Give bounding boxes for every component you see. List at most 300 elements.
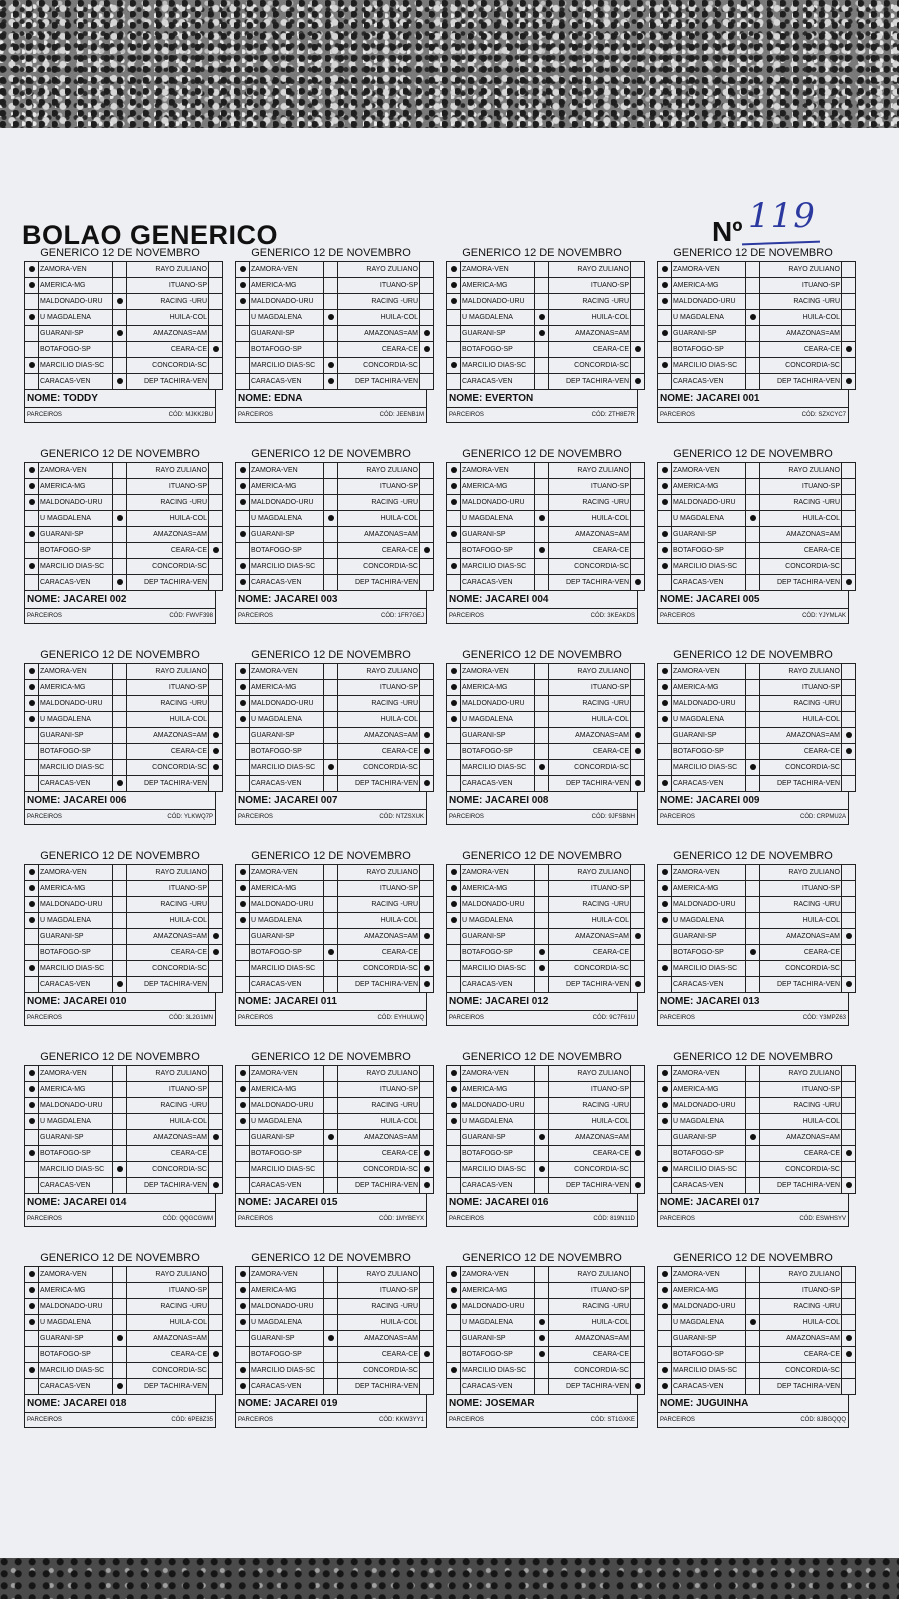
away-mark-cell[interactable] [209,961,223,977]
draw-mark-cell[interactable] [746,913,760,929]
draw-mark-cell[interactable] [113,1146,127,1162]
home-mark-cell[interactable] [236,881,250,897]
away-mark-cell[interactable] [842,712,856,728]
home-mark-cell[interactable] [236,294,250,310]
home-mark-cell[interactable] [447,1267,461,1283]
away-mark-cell[interactable] [842,326,856,342]
home-mark-cell[interactable] [658,1347,672,1363]
home-mark-cell[interactable] [447,664,461,680]
draw-mark-cell[interactable] [535,1299,549,1315]
draw-mark-cell[interactable] [746,1146,760,1162]
home-mark-cell[interactable] [25,1066,39,1082]
draw-mark-cell[interactable] [324,913,338,929]
home-mark-cell[interactable] [447,559,461,575]
home-mark-cell[interactable] [447,527,461,543]
home-mark-cell[interactable] [658,961,672,977]
draw-mark-cell[interactable] [746,1347,760,1363]
away-mark-cell[interactable] [209,1379,223,1395]
draw-mark-cell[interactable] [113,1283,127,1299]
draw-mark-cell[interactable] [113,961,127,977]
away-mark-cell[interactable] [420,1331,434,1347]
draw-mark-cell[interactable] [113,1363,127,1379]
home-mark-cell[interactable] [25,977,39,993]
home-mark-cell[interactable] [25,559,39,575]
draw-mark-cell[interactable] [535,374,549,390]
away-mark-cell[interactable] [631,1315,645,1331]
home-mark-cell[interactable] [658,1315,672,1331]
draw-mark-cell[interactable] [113,1267,127,1283]
home-mark-cell[interactable] [236,575,250,591]
away-mark-cell[interactable] [209,680,223,696]
draw-mark-cell[interactable] [535,1098,549,1114]
home-mark-cell[interactable] [447,1299,461,1315]
home-mark-cell[interactable] [447,1098,461,1114]
away-mark-cell[interactable] [631,1098,645,1114]
home-mark-cell[interactable] [25,1315,39,1331]
away-mark-cell[interactable] [842,1379,856,1395]
home-mark-cell[interactable] [447,744,461,760]
draw-mark-cell[interactable] [746,1114,760,1130]
home-mark-cell[interactable] [236,680,250,696]
draw-mark-cell[interactable] [113,776,127,792]
home-mark-cell[interactable] [447,945,461,961]
home-mark-cell[interactable] [658,278,672,294]
draw-mark-cell[interactable] [535,1379,549,1395]
draw-mark-cell[interactable] [324,1315,338,1331]
home-mark-cell[interactable] [447,929,461,945]
draw-mark-cell[interactable] [746,342,760,358]
home-mark-cell[interactable] [236,913,250,929]
draw-mark-cell[interactable] [746,326,760,342]
draw-mark-cell[interactable] [746,559,760,575]
away-mark-cell[interactable] [420,680,434,696]
away-mark-cell[interactable] [631,262,645,278]
away-mark-cell[interactable] [420,310,434,326]
home-mark-cell[interactable] [236,527,250,543]
draw-mark-cell[interactable] [324,1162,338,1178]
home-mark-cell[interactable] [236,1347,250,1363]
away-mark-cell[interactable] [209,1347,223,1363]
away-mark-cell[interactable] [420,760,434,776]
away-mark-cell[interactable] [842,511,856,527]
home-mark-cell[interactable] [25,897,39,913]
home-mark-cell[interactable] [25,961,39,977]
draw-mark-cell[interactable] [324,1082,338,1098]
draw-mark-cell[interactable] [746,664,760,680]
away-mark-cell[interactable] [420,575,434,591]
away-mark-cell[interactable] [631,865,645,881]
away-mark-cell[interactable] [209,1283,223,1299]
home-mark-cell[interactable] [447,712,461,728]
away-mark-cell[interactable] [209,1315,223,1331]
draw-mark-cell[interactable] [324,310,338,326]
home-mark-cell[interactable] [25,278,39,294]
away-mark-cell[interactable] [842,945,856,961]
away-mark-cell[interactable] [842,776,856,792]
away-mark-cell[interactable] [209,1082,223,1098]
draw-mark-cell[interactable] [324,1363,338,1379]
away-mark-cell[interactable] [631,1162,645,1178]
home-mark-cell[interactable] [25,543,39,559]
draw-mark-cell[interactable] [746,865,760,881]
home-mark-cell[interactable] [447,374,461,390]
draw-mark-cell[interactable] [113,929,127,945]
away-mark-cell[interactable] [420,913,434,929]
home-mark-cell[interactable] [447,262,461,278]
away-mark-cell[interactable] [209,945,223,961]
draw-mark-cell[interactable] [113,1178,127,1194]
away-mark-cell[interactable] [631,929,645,945]
home-mark-cell[interactable] [25,664,39,680]
home-mark-cell[interactable] [236,664,250,680]
home-mark-cell[interactable] [25,342,39,358]
draw-mark-cell[interactable] [535,712,549,728]
away-mark-cell[interactable] [420,945,434,961]
away-mark-cell[interactable] [420,728,434,744]
away-mark-cell[interactable] [631,527,645,543]
away-mark-cell[interactable] [631,1146,645,1162]
away-mark-cell[interactable] [420,664,434,680]
draw-mark-cell[interactable] [113,543,127,559]
draw-mark-cell[interactable] [113,1379,127,1395]
home-mark-cell[interactable] [658,1331,672,1347]
draw-mark-cell[interactable] [324,559,338,575]
away-mark-cell[interactable] [842,1363,856,1379]
draw-mark-cell[interactable] [324,712,338,728]
away-mark-cell[interactable] [209,374,223,390]
away-mark-cell[interactable] [842,865,856,881]
home-mark-cell[interactable] [658,543,672,559]
home-mark-cell[interactable] [658,511,672,527]
away-mark-cell[interactable] [209,1178,223,1194]
home-mark-cell[interactable] [25,1114,39,1130]
draw-mark-cell[interactable] [324,696,338,712]
away-mark-cell[interactable] [631,575,645,591]
away-mark-cell[interactable] [631,664,645,680]
away-mark-cell[interactable] [420,1315,434,1331]
draw-mark-cell[interactable] [113,527,127,543]
draw-mark-cell[interactable] [324,1130,338,1146]
away-mark-cell[interactable] [631,511,645,527]
draw-mark-cell[interactable] [535,1363,549,1379]
draw-mark-cell[interactable] [113,479,127,495]
home-mark-cell[interactable] [236,463,250,479]
home-mark-cell[interactable] [658,696,672,712]
away-mark-cell[interactable] [420,1114,434,1130]
away-mark-cell[interactable] [631,977,645,993]
away-mark-cell[interactable] [631,1299,645,1315]
draw-mark-cell[interactable] [535,1114,549,1130]
away-mark-cell[interactable] [842,696,856,712]
home-mark-cell[interactable] [658,664,672,680]
away-mark-cell[interactable] [209,1098,223,1114]
draw-mark-cell[interactable] [746,294,760,310]
away-mark-cell[interactable] [209,559,223,575]
away-mark-cell[interactable] [631,1331,645,1347]
draw-mark-cell[interactable] [324,929,338,945]
away-mark-cell[interactable] [420,358,434,374]
home-mark-cell[interactable] [658,374,672,390]
draw-mark-cell[interactable] [113,728,127,744]
draw-mark-cell[interactable] [746,881,760,897]
away-mark-cell[interactable] [209,744,223,760]
draw-mark-cell[interactable] [746,744,760,760]
draw-mark-cell[interactable] [113,1162,127,1178]
away-mark-cell[interactable] [631,881,645,897]
draw-mark-cell[interactable] [535,262,549,278]
home-mark-cell[interactable] [658,1267,672,1283]
draw-mark-cell[interactable] [535,881,549,897]
draw-mark-cell[interactable] [113,664,127,680]
draw-mark-cell[interactable] [746,479,760,495]
away-mark-cell[interactable] [209,1114,223,1130]
draw-mark-cell[interactable] [324,1267,338,1283]
away-mark-cell[interactable] [420,696,434,712]
home-mark-cell[interactable] [447,1347,461,1363]
home-mark-cell[interactable] [236,1283,250,1299]
away-mark-cell[interactable] [842,680,856,696]
away-mark-cell[interactable] [420,342,434,358]
away-mark-cell[interactable] [631,776,645,792]
home-mark-cell[interactable] [236,744,250,760]
home-mark-cell[interactable] [236,929,250,945]
draw-mark-cell[interactable] [535,897,549,913]
home-mark-cell[interactable] [25,712,39,728]
draw-mark-cell[interactable] [324,776,338,792]
away-mark-cell[interactable] [420,262,434,278]
away-mark-cell[interactable] [420,326,434,342]
home-mark-cell[interactable] [658,342,672,358]
away-mark-cell[interactable] [209,294,223,310]
draw-mark-cell[interactable] [746,511,760,527]
home-mark-cell[interactable] [236,945,250,961]
home-mark-cell[interactable] [25,310,39,326]
away-mark-cell[interactable] [842,479,856,495]
away-mark-cell[interactable] [420,744,434,760]
home-mark-cell[interactable] [658,262,672,278]
draw-mark-cell[interactable] [535,559,549,575]
home-mark-cell[interactable] [25,776,39,792]
draw-mark-cell[interactable] [746,1379,760,1395]
home-mark-cell[interactable] [658,1146,672,1162]
away-mark-cell[interactable] [420,881,434,897]
away-mark-cell[interactable] [209,527,223,543]
draw-mark-cell[interactable] [113,1082,127,1098]
away-mark-cell[interactable] [631,1267,645,1283]
home-mark-cell[interactable] [236,760,250,776]
away-mark-cell[interactable] [842,728,856,744]
home-mark-cell[interactable] [658,913,672,929]
away-mark-cell[interactable] [209,696,223,712]
home-mark-cell[interactable] [236,1162,250,1178]
home-mark-cell[interactable] [658,1098,672,1114]
draw-mark-cell[interactable] [746,1082,760,1098]
draw-mark-cell[interactable] [324,897,338,913]
draw-mark-cell[interactable] [113,575,127,591]
draw-mark-cell[interactable] [324,543,338,559]
home-mark-cell[interactable] [236,1331,250,1347]
away-mark-cell[interactable] [631,278,645,294]
away-mark-cell[interactable] [631,326,645,342]
draw-mark-cell[interactable] [535,945,549,961]
draw-mark-cell[interactable] [324,1066,338,1082]
away-mark-cell[interactable] [209,278,223,294]
home-mark-cell[interactable] [447,479,461,495]
away-mark-cell[interactable] [842,495,856,511]
home-mark-cell[interactable] [447,961,461,977]
draw-mark-cell[interactable] [746,1331,760,1347]
draw-mark-cell[interactable] [535,696,549,712]
home-mark-cell[interactable] [236,961,250,977]
home-mark-cell[interactable] [447,696,461,712]
home-mark-cell[interactable] [236,358,250,374]
draw-mark-cell[interactable] [746,1299,760,1315]
draw-mark-cell[interactable] [113,897,127,913]
home-mark-cell[interactable] [658,358,672,374]
home-mark-cell[interactable] [236,1146,250,1162]
draw-mark-cell[interactable] [535,342,549,358]
home-mark-cell[interactable] [236,1315,250,1331]
draw-mark-cell[interactable] [113,744,127,760]
draw-mark-cell[interactable] [535,1283,549,1299]
home-mark-cell[interactable] [658,479,672,495]
home-mark-cell[interactable] [236,865,250,881]
away-mark-cell[interactable] [631,728,645,744]
home-mark-cell[interactable] [25,374,39,390]
draw-mark-cell[interactable] [113,326,127,342]
home-mark-cell[interactable] [25,945,39,961]
away-mark-cell[interactable] [209,495,223,511]
away-mark-cell[interactable] [631,680,645,696]
home-mark-cell[interactable] [236,776,250,792]
away-mark-cell[interactable] [420,1066,434,1082]
home-mark-cell[interactable] [447,897,461,913]
away-mark-cell[interactable] [420,1299,434,1315]
home-mark-cell[interactable] [25,479,39,495]
away-mark-cell[interactable] [631,342,645,358]
home-mark-cell[interactable] [25,1082,39,1098]
draw-mark-cell[interactable] [324,278,338,294]
home-mark-cell[interactable] [236,1082,250,1098]
draw-mark-cell[interactable] [324,326,338,342]
home-mark-cell[interactable] [658,1066,672,1082]
draw-mark-cell[interactable] [535,463,549,479]
away-mark-cell[interactable] [209,575,223,591]
home-mark-cell[interactable] [658,881,672,897]
away-mark-cell[interactable] [420,1130,434,1146]
draw-mark-cell[interactable] [746,760,760,776]
home-mark-cell[interactable] [25,760,39,776]
draw-mark-cell[interactable] [324,294,338,310]
draw-mark-cell[interactable] [324,342,338,358]
draw-mark-cell[interactable] [324,511,338,527]
away-mark-cell[interactable] [631,897,645,913]
home-mark-cell[interactable] [25,1178,39,1194]
home-mark-cell[interactable] [447,310,461,326]
draw-mark-cell[interactable] [113,1347,127,1363]
home-mark-cell[interactable] [25,1130,39,1146]
home-mark-cell[interactable] [25,294,39,310]
away-mark-cell[interactable] [420,511,434,527]
away-mark-cell[interactable] [209,913,223,929]
home-mark-cell[interactable] [25,495,39,511]
home-mark-cell[interactable] [25,1283,39,1299]
draw-mark-cell[interactable] [324,1098,338,1114]
away-mark-cell[interactable] [842,527,856,543]
away-mark-cell[interactable] [631,1114,645,1130]
home-mark-cell[interactable] [447,278,461,294]
home-mark-cell[interactable] [25,1162,39,1178]
away-mark-cell[interactable] [420,1379,434,1395]
draw-mark-cell[interactable] [746,527,760,543]
away-mark-cell[interactable] [420,1363,434,1379]
home-mark-cell[interactable] [25,929,39,945]
draw-mark-cell[interactable] [324,495,338,511]
away-mark-cell[interactable] [631,543,645,559]
away-mark-cell[interactable] [420,559,434,575]
draw-mark-cell[interactable] [535,760,549,776]
draw-mark-cell[interactable] [324,977,338,993]
away-mark-cell[interactable] [420,527,434,543]
home-mark-cell[interactable] [25,913,39,929]
home-mark-cell[interactable] [25,696,39,712]
draw-mark-cell[interactable] [535,977,549,993]
home-mark-cell[interactable] [447,1066,461,1082]
away-mark-cell[interactable] [209,760,223,776]
home-mark-cell[interactable] [447,865,461,881]
draw-mark-cell[interactable] [746,463,760,479]
draw-mark-cell[interactable] [746,358,760,374]
home-mark-cell[interactable] [447,1130,461,1146]
draw-mark-cell[interactable] [113,945,127,961]
draw-mark-cell[interactable] [113,680,127,696]
away-mark-cell[interactable] [420,897,434,913]
away-mark-cell[interactable] [842,744,856,760]
home-mark-cell[interactable] [447,1315,461,1331]
draw-mark-cell[interactable] [746,977,760,993]
draw-mark-cell[interactable] [535,1082,549,1098]
draw-mark-cell[interactable] [535,511,549,527]
away-mark-cell[interactable] [842,1130,856,1146]
draw-mark-cell[interactable] [535,865,549,881]
home-mark-cell[interactable] [658,929,672,945]
draw-mark-cell[interactable] [746,680,760,696]
draw-mark-cell[interactable] [746,262,760,278]
draw-mark-cell[interactable] [324,744,338,760]
home-mark-cell[interactable] [658,1379,672,1395]
away-mark-cell[interactable] [631,463,645,479]
away-mark-cell[interactable] [631,1082,645,1098]
home-mark-cell[interactable] [25,1098,39,1114]
draw-mark-cell[interactable] [113,696,127,712]
draw-mark-cell[interactable] [113,495,127,511]
draw-mark-cell[interactable] [746,1363,760,1379]
draw-mark-cell[interactable] [535,495,549,511]
home-mark-cell[interactable] [658,744,672,760]
draw-mark-cell[interactable] [113,760,127,776]
draw-mark-cell[interactable] [746,374,760,390]
away-mark-cell[interactable] [631,945,645,961]
away-mark-cell[interactable] [209,310,223,326]
away-mark-cell[interactable] [420,776,434,792]
home-mark-cell[interactable] [25,680,39,696]
away-mark-cell[interactable] [420,961,434,977]
draw-mark-cell[interactable] [746,1066,760,1082]
home-mark-cell[interactable] [447,1114,461,1130]
home-mark-cell[interactable] [658,1114,672,1130]
home-mark-cell[interactable] [447,1283,461,1299]
away-mark-cell[interactable] [631,559,645,575]
